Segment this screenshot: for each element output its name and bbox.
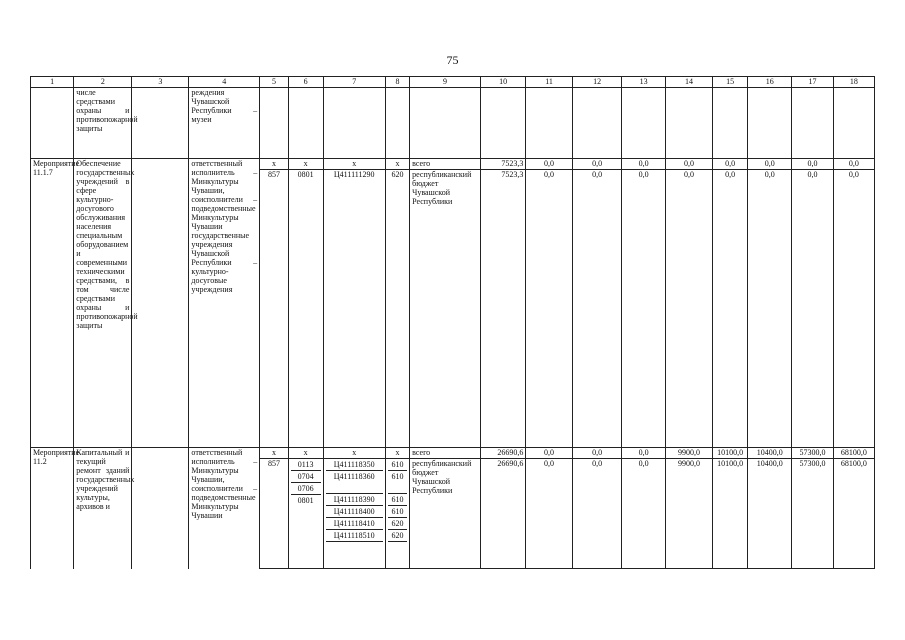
measure-112-rep-c16: 10400,0 — [748, 459, 792, 569]
measure-1117-executor: ответственный исполнитель – Минкультуры Чувашии, соисполнители – подведомственные Минкультуры Чувашии государственные учреждения Чувашской Республики – культурно-досуговые учреждения — [189, 159, 260, 448]
measure-112-executor: ответственный исполнитель – Минкультуры Чувашии, соисполнители – подведомственные Минкультуры Чувашии — [189, 448, 260, 569]
measure-1117-total-c18: 0,0 — [833, 159, 874, 170]
measure-112-rep-c18: 68100,0 — [833, 459, 874, 569]
measure-1117-total-c8: x — [385, 159, 409, 170]
measure-1117-rep-label: республиканский бюджет Чувашской Республики — [410, 170, 481, 448]
table-row — [31, 448, 875, 459]
col-header-13: 13 — [622, 77, 665, 88]
col-header-3: 3 — [132, 77, 189, 88]
measure-1117-rep-c7: Ц411111290 — [323, 170, 385, 448]
list-item: 0704 — [291, 471, 321, 483]
measure-1117-rep-c11: 0,0 — [526, 170, 572, 448]
measure-1117-rep-c5: 857 — [260, 170, 289, 448]
measure-112-description: Капитальный и текущий ремонт зданий государственных учреждений культуры, архивов и — [74, 448, 132, 569]
list-item: Ц411118390 — [326, 494, 383, 506]
col-header-10: 10 — [480, 77, 525, 88]
measure-112-total-c5: x — [260, 448, 289, 459]
measure-112-rep-c8 — [385, 459, 409, 569]
col-header-14: 14 — [665, 77, 713, 88]
measure-112-total-c13: 0,0 — [622, 448, 665, 459]
col-header-7: 7 — [323, 77, 385, 88]
measure-1117-rep-c12: 0,0 — [572, 170, 622, 448]
measure-1117-total-c14: 0,0 — [665, 159, 713, 170]
measure-1117-rep-c18: 0,0 — [833, 170, 874, 448]
measure-112-rep-c10: 26690,6 — [480, 459, 525, 569]
col-header-12: 12 — [572, 77, 622, 88]
measure-1117-total-c17: 0,0 — [792, 159, 833, 170]
col-header-6: 6 — [288, 77, 323, 88]
list-item: 0113 — [291, 459, 321, 471]
col-header-1: 1 — [31, 77, 74, 88]
measure-112-rep-c6 — [288, 459, 323, 569]
measure-112-total-c14: 9900,0 — [665, 448, 713, 459]
measure-112-total-c12: 0,0 — [572, 448, 622, 459]
col-header-18: 18 — [833, 77, 874, 88]
list-item: 620 — [388, 530, 407, 542]
measure-112-total-c7: x — [323, 448, 385, 459]
budget-table — [30, 76, 875, 569]
measure-1117-total-label: всего — [410, 159, 481, 170]
list-item: Ц411118350 — [326, 459, 383, 471]
col-header-11: 11 — [526, 77, 572, 88]
measure-1117-id: Мероприятие 11.1.7 — [31, 159, 74, 448]
page-number: 75 — [446, 53, 459, 67]
measure-1117-total-c13: 0,0 — [622, 159, 665, 170]
measure-1117-total-c16: 0,0 — [748, 159, 792, 170]
col-header-16: 16 — [748, 77, 792, 88]
measure-1117-rep-c14: 0,0 — [665, 170, 713, 448]
measure-112-rep-c14: 9900,0 — [665, 459, 713, 569]
measure-112-rep-c5: 857 — [260, 459, 289, 569]
cont-executor: реждения Чувашской Республики – музеи — [189, 88, 260, 159]
measure-1117-description: Обеспечение государственных учреждений в сфере культурно-досугового обслуживания населения специальным оборудованием и современными техническими средствами, в том числе средствами охраны и противопожарной защиты — [74, 159, 132, 448]
measure-112-rep-label: республиканский бюджет Чувашской Республики — [410, 459, 481, 569]
measure-1117-total-c5: x — [260, 159, 289, 170]
cont-description: числе средствами охраны и противопожарной защиты — [74, 88, 132, 159]
measure-112-rep-c15: 10100,0 — [713, 459, 748, 569]
measure-1117-rep-c8: 620 — [385, 170, 409, 448]
col-header-2: 2 — [74, 77, 132, 88]
measure-112-rep-c7 — [323, 459, 385, 569]
measure-1117-total-c12: 0,0 — [572, 159, 622, 170]
measure-1117-rep-c10: 7523,3 — [480, 170, 525, 448]
measure-112-total-c17: 57300,0 — [792, 448, 833, 459]
col-header-8: 8 — [385, 77, 409, 88]
measure-1117-total-c11: 0,0 — [526, 159, 572, 170]
measure-1117-rep-c6: 0801 — [288, 170, 323, 448]
measure-1117-rep-c15: 0,0 — [713, 170, 748, 448]
col-header-5: 5 — [260, 77, 289, 88]
list-item — [326, 482, 383, 494]
measure-1117-rep-c13: 0,0 — [622, 170, 665, 448]
measure-112-total-c8: x — [385, 448, 409, 459]
list-item: Ц411118510 — [326, 530, 383, 542]
measure-1117-rep-c17: 0,0 — [792, 170, 833, 448]
list-item: 610 — [391, 472, 404, 481]
list-item: 610 — [388, 459, 407, 471]
list-item: 610 — [388, 494, 407, 506]
measure-1117-total-c10: 7523,3 — [480, 159, 525, 170]
header-row — [31, 77, 875, 88]
list-item: Ц411118360 — [333, 472, 375, 481]
measure-112-rep-c13: 0,0 — [622, 459, 665, 569]
measure-112-id: Мероприятие 11.2 — [31, 448, 74, 569]
measure-112-rep-c12: 0,0 — [572, 459, 622, 569]
measure-112-total-label: всего — [410, 448, 481, 459]
measure-112-total-c10: 26690,6 — [480, 448, 525, 459]
col-header-15: 15 — [713, 77, 748, 88]
list-item: 0801 — [297, 496, 314, 505]
list-item: 620 — [388, 518, 407, 530]
table-row — [31, 159, 875, 170]
col-header-17: 17 — [792, 77, 833, 88]
measure-112-total-c15: 10100,0 — [713, 448, 748, 459]
list-item: Ц411118410 — [326, 518, 383, 530]
list-item — [388, 482, 407, 494]
measure-1117-rep-c16: 0,0 — [748, 170, 792, 448]
col-header-4: 4 — [189, 77, 260, 88]
measure-112-rep-c17: 57300,0 — [792, 459, 833, 569]
table-row — [31, 88, 875, 159]
measure-112-total-c16: 10400,0 — [748, 448, 792, 459]
list-item: 610 — [388, 506, 407, 518]
list-item: 0706 — [291, 483, 321, 495]
col-header-9: 9 — [410, 77, 481, 88]
measure-1117-total-c7: x — [323, 159, 385, 170]
list-item: Ц411118400 — [326, 506, 383, 518]
measure-112-rep-c11: 0,0 — [526, 459, 572, 569]
measure-112-total-c6: x — [288, 448, 323, 459]
measure-1117-total-c15: 0,0 — [713, 159, 748, 170]
measure-1117-total-c6: x — [288, 159, 323, 170]
measure-112-total-c11: 0,0 — [526, 448, 572, 459]
measure-112-total-c18: 68100,0 — [833, 448, 874, 459]
